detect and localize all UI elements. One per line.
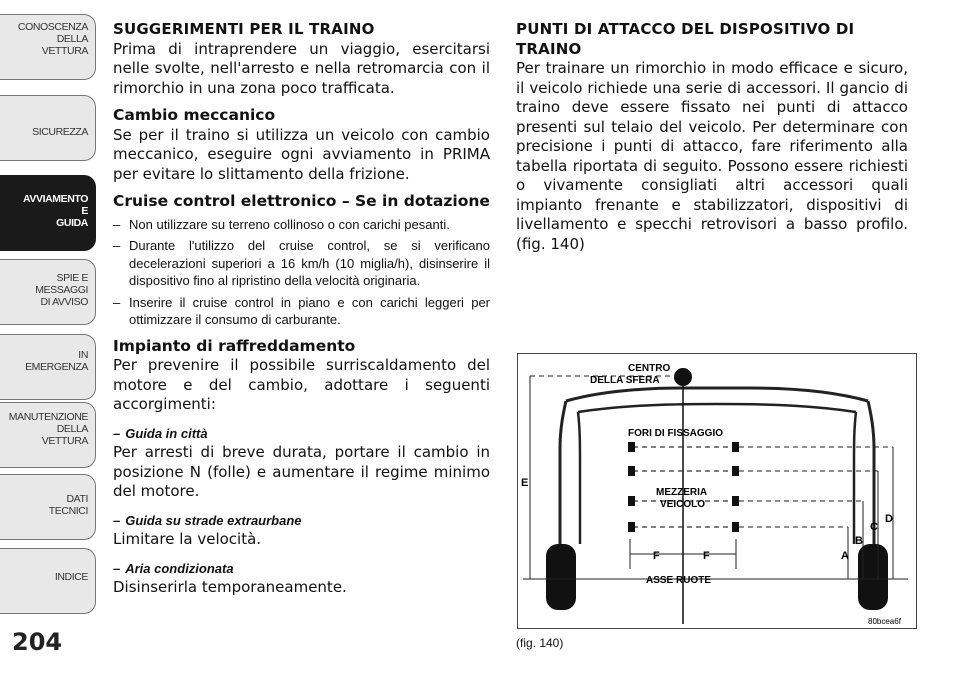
label-axle: ASSE RUOTE: [646, 575, 712, 586]
air-conditioning-text: Disinserirla temporaneamente.: [113, 578, 347, 596]
label-ball: DELLA SFERA: [590, 375, 660, 386]
hitch-diagram-figure: [517, 353, 917, 629]
left-wheel: [546, 544, 576, 610]
tab-label: IN EMERGENZA: [25, 349, 88, 373]
dim-a: A: [841, 550, 849, 562]
vehicle-rear-outline: [566, 388, 868, 401]
tab-in-emergenza[interactable]: [0, 334, 96, 400]
hitch-points-text: Per trainare un rimorchio in modo efficace e sicuro, il veicolo richiede una serie di accessori. Il gancio di traino deve essere fissato nei punti di attacco presenti sul telaio del veicolo. Per determinare con precisione i punti di attacco, fare riferimento alla tabella riportata di seguito. Possono essere richiesti o vivamente consigliati altri accessori quali impianto frenante e stabilizzatori, dispositivi di livellamento e specchi retrovisori a basso profilo. (fig. 140): [516, 59, 908, 253]
tab-label: DATI TECNICI: [48, 493, 88, 517]
figure-code: 80bcea6f: [868, 617, 901, 626]
subheading-highway-driving: – Guida su strade extraurbane: [113, 512, 302, 528]
subheading-air-conditioning: – Aria condizionata: [113, 560, 234, 576]
tab-indice[interactable]: [0, 548, 96, 614]
section-title-towing-tips: SUGGERIMENTI PER IL TRAINO: [113, 20, 375, 38]
heading-cooling-system: Impianto di raffreddamento: [113, 336, 356, 355]
tab-label: AVVIAMENTO E GUIDA: [22, 193, 88, 229]
section-title-hitch-points: PUNTI DI ATTACCO DEL DISPOSITIVO DI TRAINO: [516, 20, 855, 58]
tab-label: INDICE: [54, 571, 88, 583]
city-driving-text: Per arresti di breve durata, portare il cambio in posizione N (folle) e aumentare il regime minimo del motore.: [113, 443, 490, 500]
highway-driving-text: Limitare la velocità.: [113, 530, 262, 548]
label-midline: MEZZERIA: [656, 487, 708, 498]
bullet-item: – Non utilizzare su terreno collinoso o con carichi pesanti.: [113, 216, 490, 234]
page-number: 204: [12, 628, 63, 656]
dim-c: C: [870, 521, 878, 533]
ball-center-marker: [674, 368, 692, 386]
dim-b: B: [855, 535, 863, 547]
dim-f-right: F: [703, 550, 710, 562]
tab-label: MANUTENZIONE DELLA VETTURA: [8, 411, 88, 447]
tab-manutenzione[interactable]: [0, 402, 96, 468]
dim-f-left: F: [653, 550, 660, 562]
label-mounting-holes: FORI DI FISSAGGIO: [628, 428, 724, 439]
vehicle-outline: [560, 401, 874, 564]
tab-conoscenza-della-vettura[interactable]: [0, 14, 96, 80]
tab-sicurezza[interactable]: [0, 95, 96, 161]
manual-transmission-text: Se per il traino si utilizza un veicolo con cambio meccanico, eseguire ogni avviamento in PRIMA per evitare lo slittamento della frizione.: [113, 125, 490, 183]
dim-d: D: [885, 513, 893, 525]
towing-intro: Prima di intraprendere un viaggio, esercitarsi nelle svolte, nell'arresto e nella retromarcia con il rimorchio in una zona poco trafficata.: [113, 39, 490, 97]
tab-spie-e-messaggi[interactable]: [0, 259, 96, 325]
subheading-city-driving: – Guida in città: [113, 425, 208, 441]
figure-caption: (fig. 140): [516, 636, 564, 650]
left-column: [113, 20, 490, 598]
right-column: [516, 20, 908, 254]
bullet-item: – Inserire il cruise control in piano e con carichi leggeri per ottimizzare il consumo di carburante.: [113, 294, 490, 329]
heading-manual-transmission: Cambio meccanico: [113, 106, 276, 124]
label-center: CENTRO: [628, 363, 671, 374]
cooling-system-text: Per prevenire il possibile surriscaldamento del motore e del cambio, adottare i seguenti accorgimenti:: [113, 356, 490, 413]
tab-label: SPIE E MESSAGGI DI AVVISO: [35, 272, 88, 308]
label-vehicle: VEICOLO: [660, 499, 706, 510]
tab-dati-tecnici[interactable]: [0, 474, 96, 540]
dim-e: E: [521, 477, 529, 489]
tab-label: SICUREZZA: [32, 126, 88, 138]
heading-cruise-control: Cruise control elettronico – Se in dotazione: [113, 192, 490, 210]
tab-label: CONOSCENZA DELLA VETTURA: [17, 21, 88, 57]
hitch-diagram: [518, 354, 916, 628]
bullet-item: – Durante l'utilizzo del cruise control, se si verificano decelerazioni superiori a 16 km/h (10 miglia/h), disinserire il dispositivo fino al ripristino della velocità originaria.: [113, 237, 490, 290]
tab-avviamento-e-guida[interactable]: [0, 175, 96, 251]
